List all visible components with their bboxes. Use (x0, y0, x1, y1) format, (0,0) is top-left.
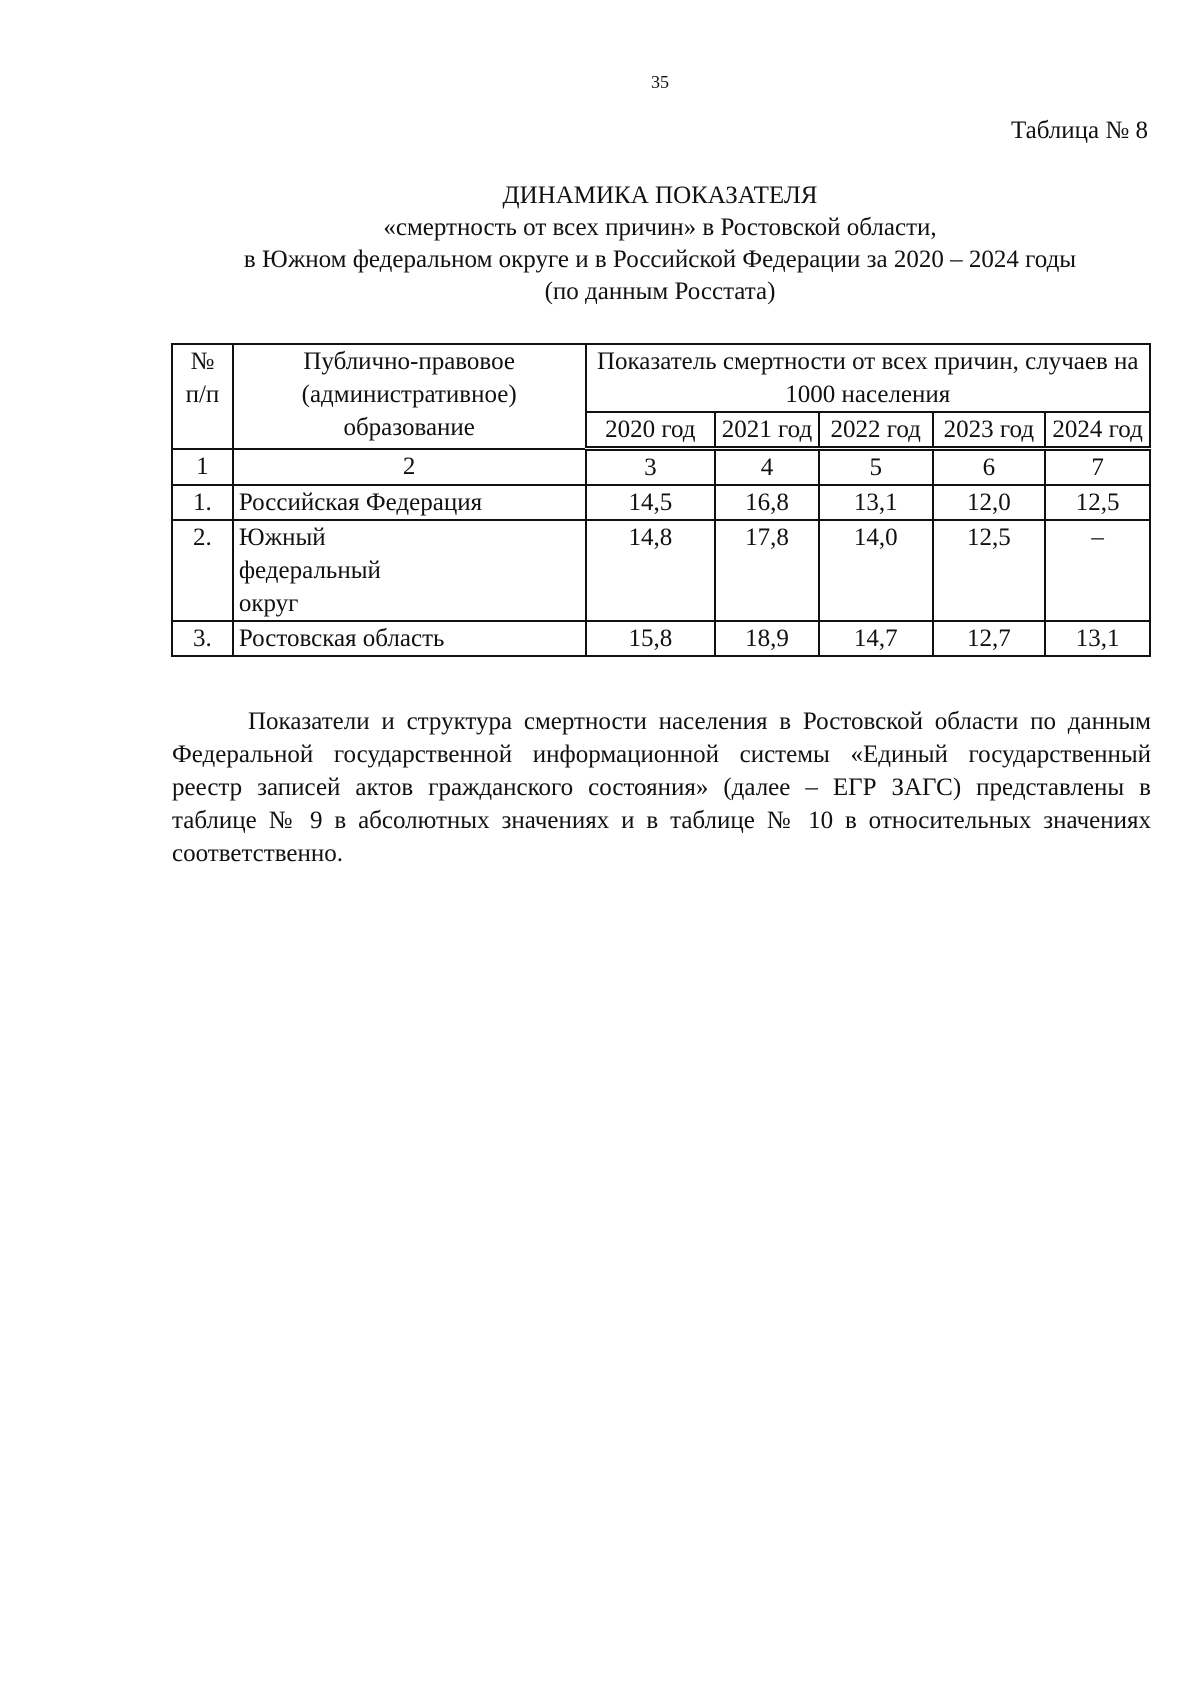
table-label: Таблица № 8 (1010, 117, 1148, 144)
row-entity: Южный федеральный округ (233, 520, 586, 621)
row-value: – (1045, 520, 1150, 621)
row-number: 1. (172, 485, 233, 520)
page-number: 35 (651, 72, 669, 92)
row-value: 12,0 (933, 485, 1046, 520)
column-number: 4 (715, 449, 819, 486)
header-year: 2022 год (819, 412, 933, 449)
title-line-4: (по данным Росстата) (544, 278, 776, 305)
table-row (172, 520, 1150, 621)
column-number: 5 (819, 449, 933, 486)
column-number: 3 (586, 449, 716, 486)
mortality-table (171, 343, 1151, 657)
column-number: 7 (1045, 449, 1150, 486)
table-row (172, 621, 1150, 656)
table-row (172, 485, 1150, 520)
column-number: 1 (172, 449, 233, 486)
header-year: 2024 год (1045, 412, 1150, 449)
body-paragraph: Показатели и структура смертности населения в Ростовской области по данным Федеральной государственной информационной системы «Единый государственный реестр записей актов гражданского состояния» (далее – ЕГР ЗАГС) представлены в таблице № 9 в абсолютных значениях и в таблице № 10 в относительных значениях соответственно. (172, 708, 1151, 867)
title-line-1: ДИНАМИКА ПОКАЗАТЕЛЯ (502, 182, 818, 209)
row-value: 13,1 (819, 485, 933, 520)
header-entity: Публично-правовое (административное) образование (233, 344, 586, 449)
row-value: 12,7 (933, 621, 1046, 656)
table-title (170, 180, 1150, 308)
header-year: 2023 год (933, 412, 1046, 449)
row-entity: Российская Федерация (233, 485, 586, 520)
header-indicator: Показатель смертности от всех причин, случаев на 1000 населения (586, 344, 1150, 412)
row-value: 14,5 (586, 485, 716, 520)
row-value: 16,8 (715, 485, 819, 520)
row-value: 18,9 (715, 621, 819, 656)
header-year: 2020 год (586, 412, 716, 449)
row-value: 14,7 (819, 621, 933, 656)
header-row-1 (172, 344, 1150, 412)
row-number: 2. (172, 520, 233, 621)
row-value: 15,8 (586, 621, 716, 656)
column-number: 2 (233, 449, 586, 486)
title-line-3: в Южном федеральном округе и в Российской Федерации за 2020 – 2024 годы (243, 246, 1077, 273)
header-num: № п/п (172, 344, 233, 449)
column-number: 6 (933, 449, 1046, 486)
row-value: 13,1 (1045, 621, 1150, 656)
title-line-2: «смертность от всех причин» в Ростовской области, (383, 214, 937, 241)
row-number: 3. (172, 621, 233, 656)
row-value: 14,8 (586, 520, 716, 621)
row-value: 17,8 (715, 520, 819, 621)
row-value: 12,5 (933, 520, 1046, 621)
header-year: 2021 год (715, 412, 819, 449)
column-number-row (172, 449, 1150, 486)
row-value: 12,5 (1045, 485, 1150, 520)
row-value: 14,0 (819, 520, 933, 621)
row-entity: Ростовская область (233, 621, 586, 656)
